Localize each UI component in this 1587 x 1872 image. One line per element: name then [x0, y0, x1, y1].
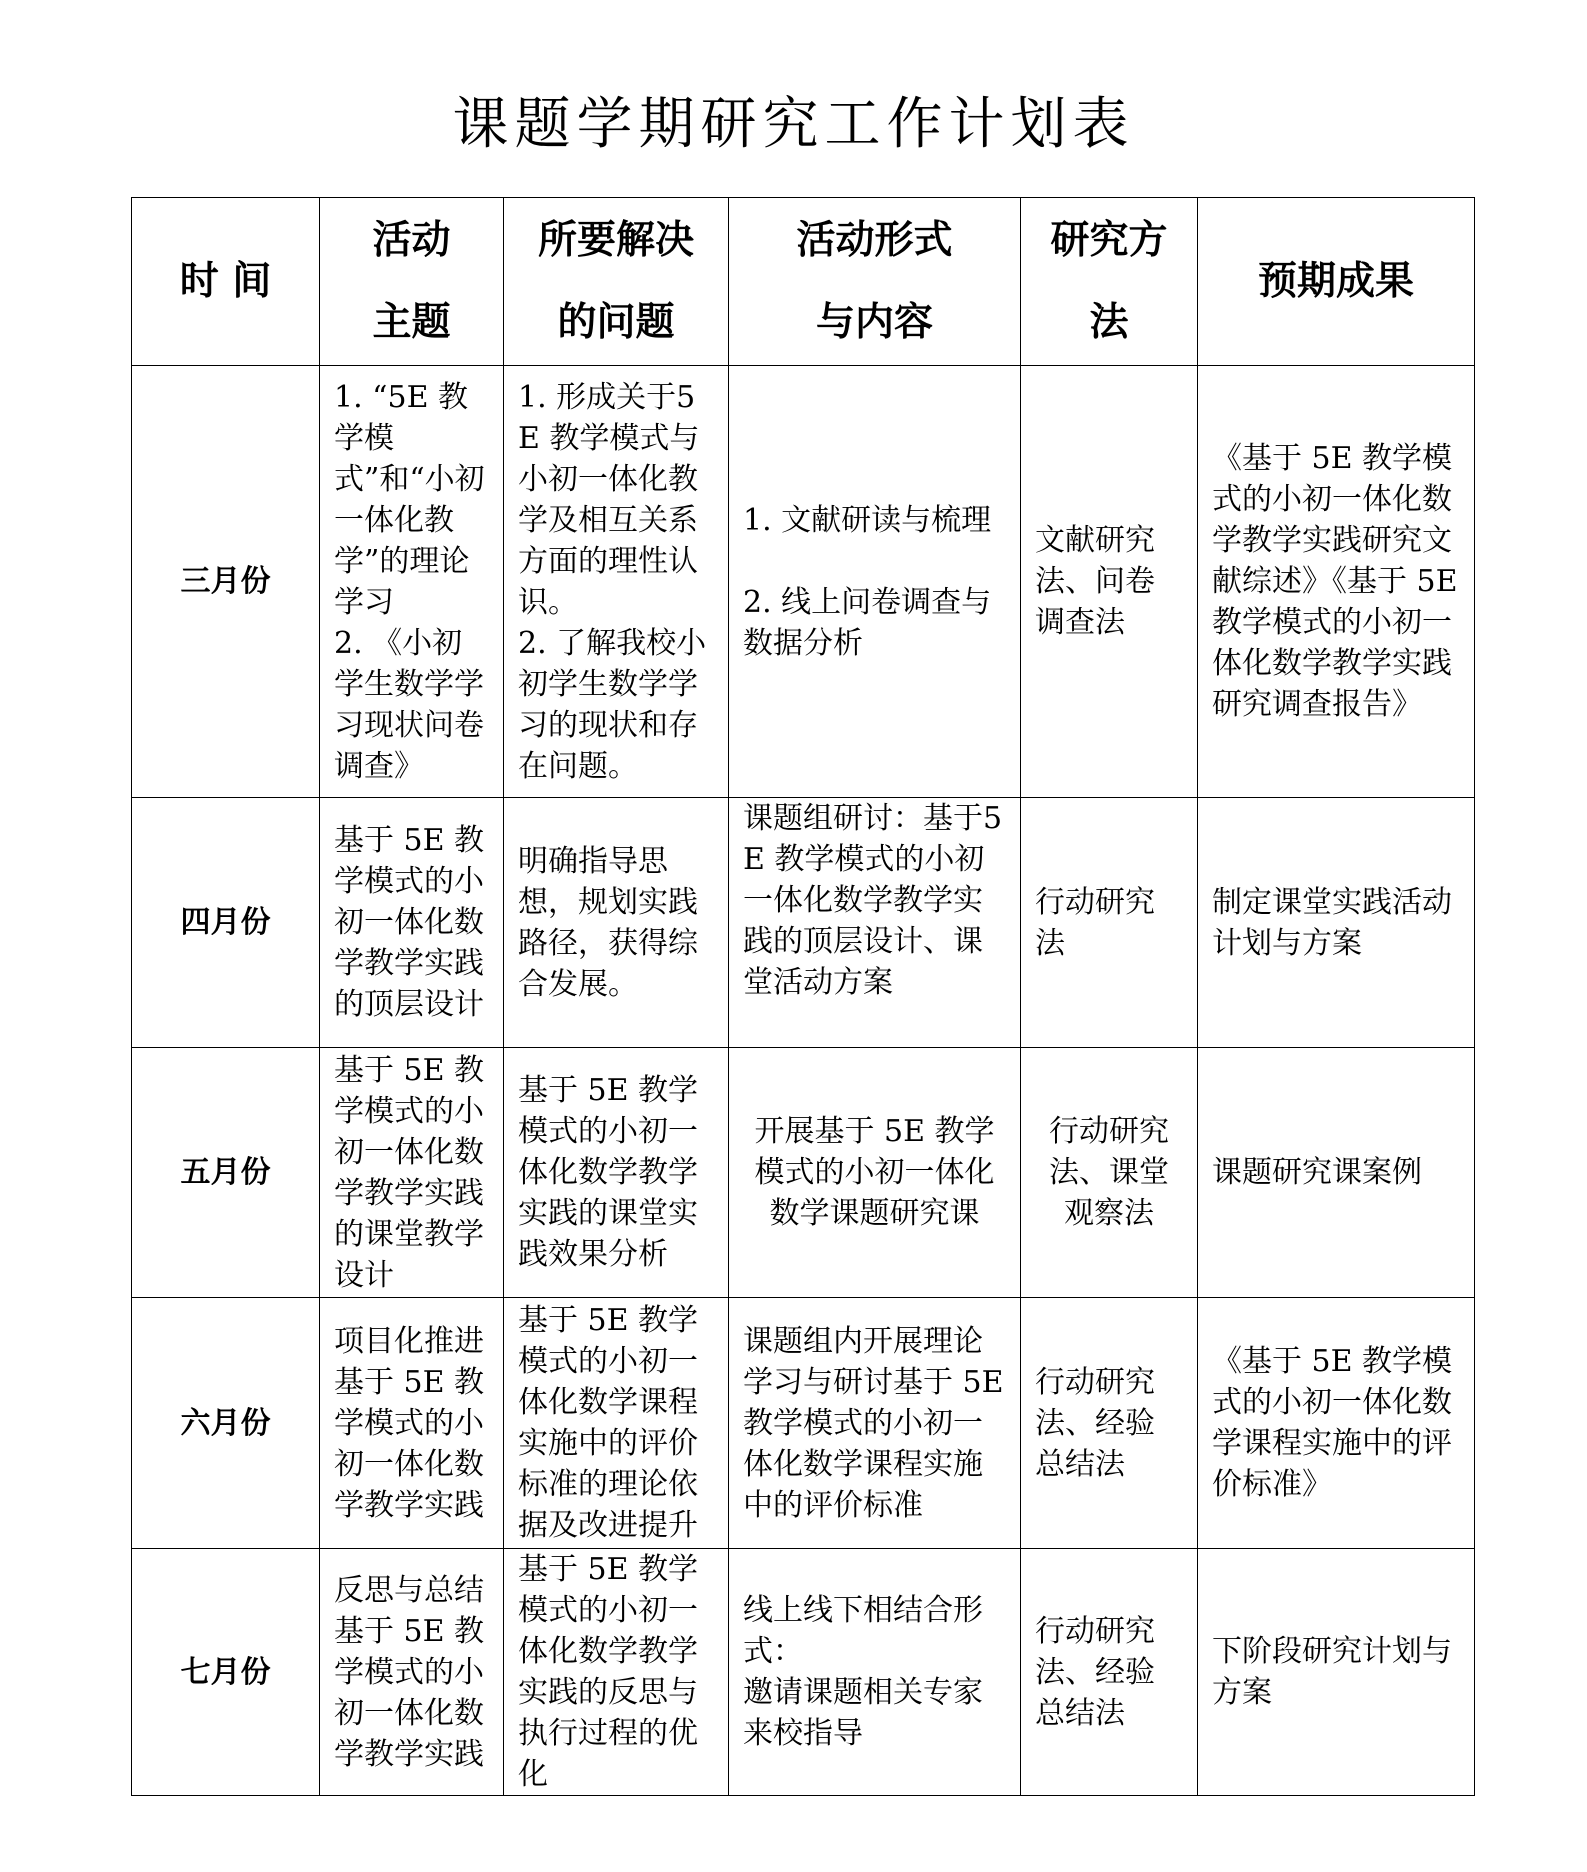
outcome-cell: 下阶段研究计划与方案 — [1198, 1549, 1475, 1796]
header-row — [132, 198, 1475, 366]
theme-cell: 基于 5E 教学模式的小初一体化数学教学实践的顶层设计 — [320, 798, 504, 1048]
outcome-cell: 《基于 5E 教学模式的小初一体化数学教学实践研究文献综述》《基于 5E 教学模式的小初一体化数学教学实践研究调查报告》 — [1198, 366, 1475, 798]
month-cell: 五月份 — [132, 1048, 320, 1298]
plan-table — [131, 197, 1475, 1796]
header-outcome: 预期成果 — [1198, 198, 1475, 366]
form-cell: 课题组内开展理论学习与研讨基于 5E 教学模式的小初一体化数学课程实施中的评价标准 — [729, 1298, 1021, 1549]
theme-cell: 反思与总结基于 5E 教学模式的小初一体化数学教学实践 — [320, 1549, 504, 1796]
table-row — [132, 798, 1475, 1048]
problem-cell: 基于 5E 教学模式的小初一体化数学课程实施中的评价标准的理论依据及改进提升 — [504, 1298, 729, 1549]
month-cell: 七月份 — [132, 1549, 320, 1796]
form-cell: 1. 文献研读与梳理 2. 线上问卷调查与数据分析 — [729, 366, 1021, 798]
method-cell: 行动研究法 — [1021, 798, 1198, 1048]
problem-cell: 1. 形成关于5E 教学模式与小初一体化教学及相互关系方面的理性认识。 2. 了解我校小初学生数学学习的现状和存在问题。 — [504, 366, 729, 798]
theme-cell: 1. “5E 教学模式”和“小初一体化教学”的理论学习 2. 《小初学生数学学习现状问卷调查》 — [320, 366, 504, 798]
header-form: 活动形式 与内容 — [729, 198, 1021, 366]
outcome-cell: 课题研究课案例 — [1198, 1048, 1475, 1298]
header-time: 时 间 — [132, 198, 320, 366]
form-cell: 开展基于 5E 教学模式的小初一体化数学课题研究课 — [729, 1048, 1021, 1298]
header-theme: 活动 主题 — [320, 198, 504, 366]
month-cell: 四月份 — [132, 798, 320, 1048]
method-cell: 行动研究法、经验总结法 — [1021, 1298, 1198, 1549]
method-cell: 行动研究法、课堂观察法 — [1021, 1048, 1198, 1298]
page-title: 课题学期研究工作计划表 — [452, 92, 1135, 157]
outcome-cell: 制定课堂实践活动计划与方案 — [1198, 798, 1475, 1048]
outcome-cell: 《基于 5E 教学模式的小初一体化数学课程实施中的评价标准》 — [1198, 1298, 1475, 1549]
problem-cell: 明确指导思想，规划实践路径，获得综合发展。 — [504, 798, 729, 1048]
form-cell: 课题组研讨：基于5E 教学模式的小初一体化数学教学实践的顶层设计、课堂活动方案 — [729, 798, 1021, 1048]
header-problem: 所要解决 的问题 — [504, 198, 729, 366]
problem-cell: 基于 5E 教学模式的小初一体化数学教学实践的课堂实践效果分析 — [504, 1048, 729, 1298]
month-cell: 六月份 — [132, 1298, 320, 1549]
method-cell: 文献研究法、问卷调查法 — [1021, 366, 1198, 798]
problem-cell: 基于 5E 教学模式的小初一体化数学教学实践的反思与执行过程的优化 — [504, 1549, 729, 1796]
theme-cell: 基于 5E 教学模式的小初一体化数学教学实践的课堂教学设计 — [320, 1048, 504, 1298]
table-row — [132, 366, 1475, 798]
header-method: 研究方 法 — [1021, 198, 1198, 366]
table-row — [132, 1549, 1475, 1796]
month-cell: 三月份 — [132, 366, 320, 798]
table-row — [132, 1298, 1475, 1549]
table-row — [132, 1048, 1475, 1298]
method-cell: 行动研究法、经验总结法 — [1021, 1549, 1198, 1796]
theme-cell: 项目化推进基于 5E 教学模式的小初一体化数学教学实践 — [320, 1298, 504, 1549]
form-cell: 线上线下相结合形式： 邀请课题相关专家来校指导 — [729, 1549, 1021, 1796]
